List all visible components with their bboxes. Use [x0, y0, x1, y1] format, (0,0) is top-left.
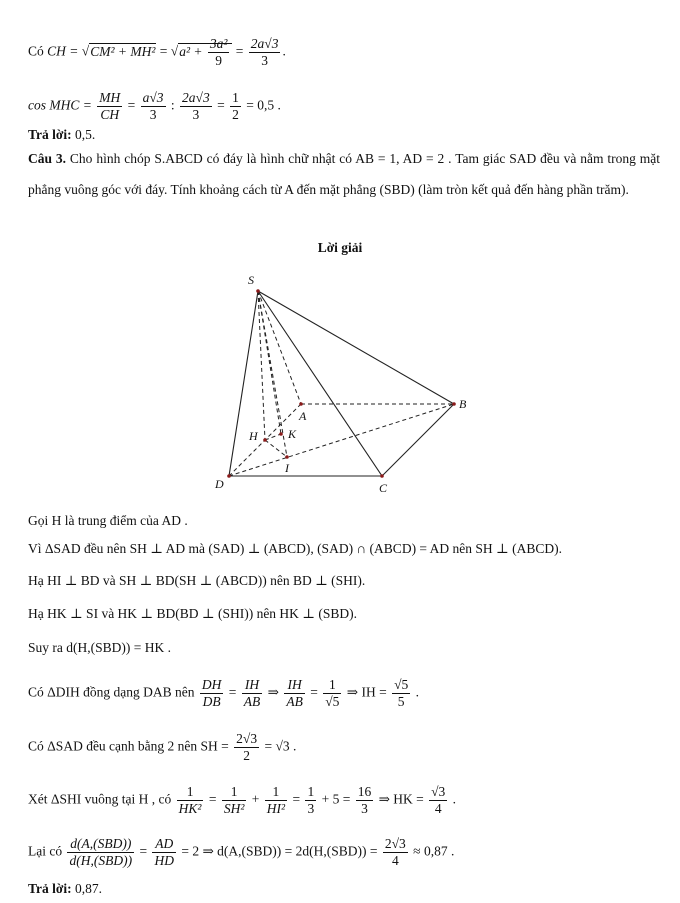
- point-I: [285, 455, 289, 459]
- point-S: [256, 289, 260, 293]
- point-D: [227, 474, 231, 478]
- edge-CB: [382, 404, 454, 476]
- cos-formula-line: cos MHC = $\frac{MH}{CH}$ = $\frac{a√3}{3}$ : $\frac{2a√3}{3}$ = $\frac{1}{2}$ = 0,5 .: [28, 90, 281, 122]
- final-answer: Trả lời: 0,87.: [28, 881, 102, 896]
- segment-SI: [258, 291, 287, 457]
- label-C: C: [379, 481, 388, 495]
- solution-line-8: Xét ΔSHI vuông tại H , có $\frac{1}{\text{HK²}}$ = $\frac{1}{\text{SH²}}$ + $\frac{1}{\text{HI²}}$ = $\frac{1}{3}$ + 5 = $\frac{16}{3}$ ⇒ HK = $\frac{√3}{4}$ .: [28, 784, 457, 816]
- solution-line-9: Lại có $\frac{\text{d(A,(SBD))}}{\text{d(H,(SBD))}}$ = $\frac{AD}{HD}$ = 2 ⇒ d(A,(SBD)) = 2d(H,(SBD)) = $\frac{2√3}{4}$ ≈ 0,87 .: [28, 836, 455, 868]
- point-B: [452, 402, 456, 406]
- segment-HI: [265, 440, 287, 457]
- solution-line-3: Hạ HI ⊥ BD và SH ⊥ BD(SH ⊥ (ABCD)) nên BD ⊥ (SHI).: [28, 573, 366, 588]
- solution-line-5: Suy ra d(H,(SBD)) = HK .: [28, 640, 171, 655]
- label-A: A: [299, 409, 307, 423]
- point-A: [299, 402, 303, 406]
- solution-line-7: Có ΔSAD đều cạnh bằng 2 nên SH = $\frac{2√3}{2}$ = √3 .: [28, 731, 297, 763]
- solution-line-2: Vì ΔSAD đều nên SH ⊥ AD mà (SAD) ⊥ (ABCD), (SAD) ∩ (ABCD) = AD nên SH ⊥ (ABCD).: [28, 541, 562, 556]
- solution-line-6: Có ΔDIH đồng dạng DAB nên $\frac{DH}{DB}$ = $\frac{IH}{AB}$ ⇒ $\frac{IH}{AB}$ = $\frac{1}{√5}$ ⇒ IH = $\frac{√5}{5}$ .: [28, 677, 419, 709]
- ch-formula-line: Có CH = √CM² + MH² = √a² + $\frac{\text{3a²}}{9}$ = $\frac{2a√3}{3}$ .: [28, 36, 286, 68]
- segment-HK: [265, 434, 281, 440]
- question-label: Câu 3.: [28, 151, 67, 166]
- label-K: K: [288, 427, 297, 441]
- edge-SD: [229, 291, 258, 476]
- label-I: I: [285, 461, 289, 475]
- edge-SC: [258, 291, 382, 476]
- label-S: S: [248, 273, 254, 287]
- question-text: Cho hình chóp S.ABCD có đáy là hình chữ nhật có AB = 1, AD = 2 . Tam giác SAD đều và nằm trong mặt phẳng vuông góc với đáy. Tính khoảng cách từ A đến mặt phẳng (SBD) (làm tròn kết quả đến hàng phần trăm).: [28, 151, 660, 197]
- solution-title: Lời giải: [317, 240, 363, 255]
- point-H: [263, 438, 267, 442]
- solution-line-4: Hạ HK ⊥ SI và HK ⊥ BD(BD ⊥ (SHI)) nên HK ⊥ (SBD).: [28, 606, 358, 621]
- edge-SA: [258, 291, 301, 404]
- label-H: H: [249, 429, 258, 443]
- previous-answer: Trả lời: 0,5.: [28, 127, 96, 142]
- question-3: [28, 143, 660, 205]
- solution-line-1: Gọi H là trung điểm của AD .: [28, 513, 188, 528]
- point-K: [279, 432, 283, 436]
- pyramid-figure: [200, 268, 490, 498]
- label-D: D: [215, 477, 224, 491]
- point-C: [380, 474, 384, 478]
- edge-SB: [258, 291, 454, 404]
- label-B: B: [459, 397, 467, 411]
